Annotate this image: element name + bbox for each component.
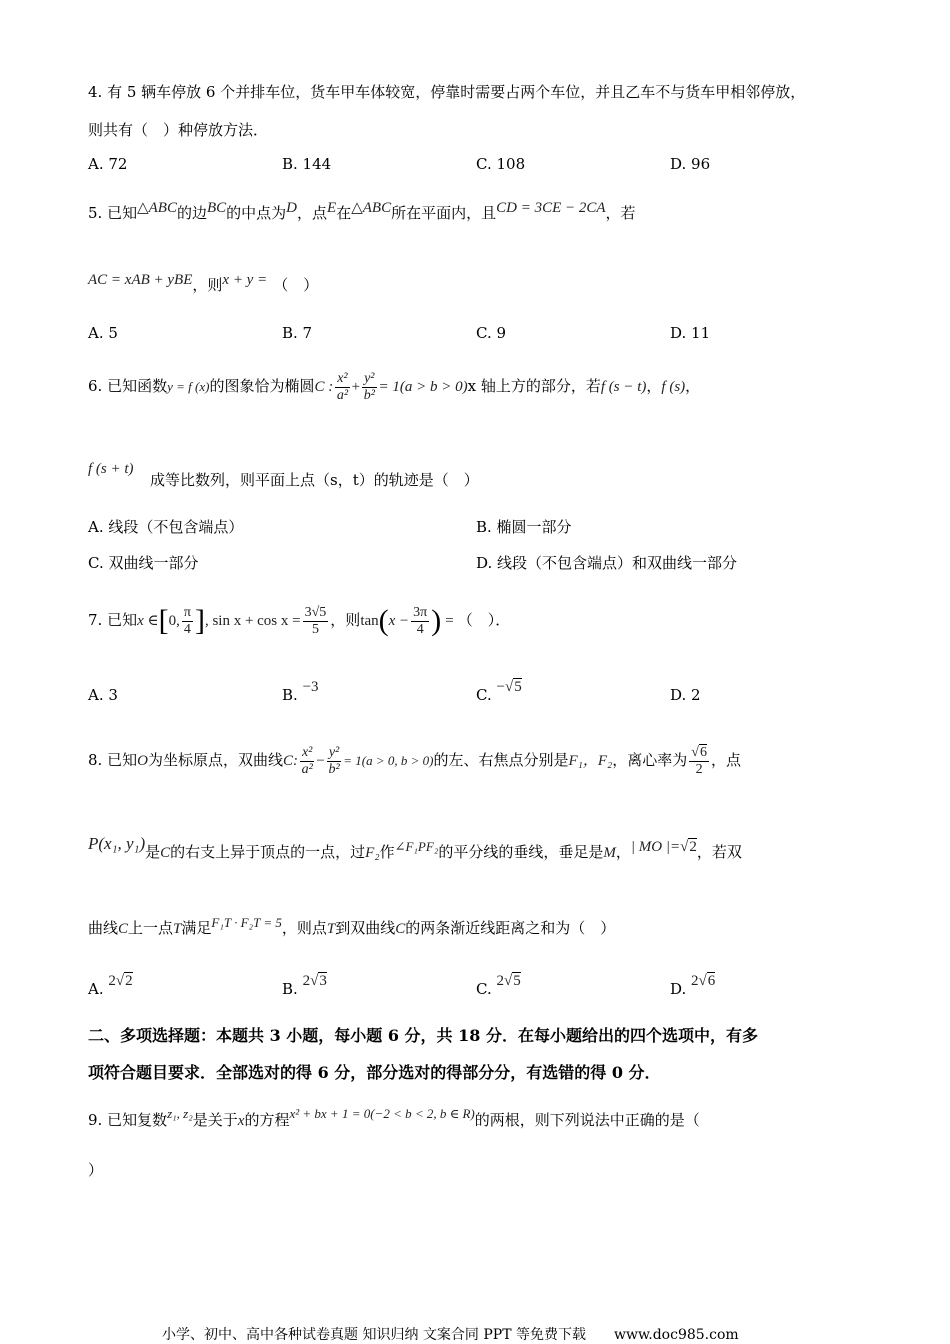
- q8-option-b: B. 2√3: [282, 973, 327, 998]
- q6-option-c: C. 双曲线一部分: [88, 554, 199, 572]
- q7-frac-3pi-4: $\frac{3\pi}{4}$: [413, 604, 428, 637]
- q8-foci: F₁，F₂: [568, 753, 613, 769]
- q5-side-bc: BC: [206, 200, 227, 216]
- q5-stem-line1: 5. 已知△ABC的边BC的中点为D，点E在△ABC所在平面内，且CD = 3CE − 2CA，若: [88, 200, 636, 222]
- q6-frac-y: $\frac{\text{y²}}{\text{b²}}$: [363, 370, 375, 403]
- section2-heading-line1: 二、多项选择题：本题共 3 小题，每小题 6 分，共 18 分．在每小题给出的四个选项中，有多: [88, 1026, 758, 1045]
- q8-mo-length: | MO |=: [630, 839, 681, 855]
- q5-triangle-abc-2: △ABC: [351, 200, 392, 216]
- q7-stem: 7. 已知x ∈[0, $\frac{\pi}{4}$ ], sin x + cos x = $\frac{3√5}{5}$ ，则tan(x − $\frac{3\pi}{4}$ ) = （ ）．: [88, 604, 511, 637]
- q5-vector-equation: CD = 3CE − 2CA: [496, 200, 606, 216]
- q6-stem-line2: 成等比数列，则平面上点（s，t）的轨迹是（ ）: [150, 471, 479, 489]
- q7-frac-3sqrt5-5: $\frac{3√5}{5}$: [304, 604, 327, 637]
- q4-stem-line1: 4. 有 5 辆车停放 6 个并排车位，货车甲车体较宽，停靠时需要占两个车位，并且乙车不与货车甲相邻停放，: [88, 83, 806, 101]
- q7-option-b: B. −3: [282, 679, 319, 704]
- q6-stem-line1: 6. 已知函数y = f (x)的图象恰为椭圆C : $\frac{\text{x²}}{\text{a²}}$ + $\frac{\text{y²}}{\text{b²}}$ = 1(a > b > 0)x 轴上方的部分，若f (s − t)，f (s)，: [88, 370, 701, 403]
- q6-option-b: B. 椭圆一部分: [476, 518, 572, 536]
- q8-option-d: D. 2√6: [670, 973, 716, 998]
- q8-dot-product: F₁T · F₂T = 5: [211, 915, 282, 930]
- q5-option-b: B. 7: [282, 324, 313, 342]
- q8-stem-line3: 曲线C上一点T满足F₁T · F₂T = 5，则点T到双曲线C的两条渐近线距离之和为（ ）: [88, 915, 616, 937]
- q8-frac-x: $\frac{\text{x²}}{\text{a²}}$: [301, 744, 313, 777]
- q8-hyperbola-condition: = 1(a > 0, b > 0): [343, 753, 434, 768]
- q9-roots: z₁, z₂: [167, 1106, 193, 1121]
- q5-point-d: D: [286, 200, 298, 216]
- q7-frac-pi-4: $\frac{\pi}{4}$: [183, 604, 191, 637]
- q4-option-c: C. 108: [476, 155, 526, 173]
- q4-option-a: A. 72: [88, 155, 128, 173]
- q9-stem-line2: ）: [88, 1161, 104, 1179]
- q7-option-a: A. 3: [88, 686, 118, 704]
- q7-sin-cos: , sin x + cos x =: [204, 613, 301, 629]
- q5-triangle-abc: △ABC: [137, 200, 177, 216]
- q5-sum-expression: x + y =: [222, 272, 268, 288]
- q5-stem-line2: AC = xAB + yBE，则x + y = （ ）: [88, 272, 319, 294]
- q8-stem-line2: P(x₁, y₁)是C的右支上异于顶点的一点，过F₂作∠F₁PF₂的平分线的垂线，垂足是M，| MO |=√2，若双: [88, 834, 742, 861]
- q4-option-b: B. 144: [282, 155, 332, 173]
- q8-frac-y: $\frac{\text{y²}}{\text{b²}}$: [328, 744, 340, 777]
- q4-option-d: D. 96: [670, 155, 711, 173]
- q8-stem-line1: 8. 已知O为坐标原点，双曲线C: $\frac{\text{x²}}{\text{a²}}$ − $\frac{\text{y²}}{\text{b²}}$ = 1(a > 0, b > 0)的左、右焦点分别是F₁，F₂，离心率为 $\frac{√6}{2}$ ，点: [88, 744, 741, 777]
- q5-option-d: D. 11: [670, 324, 711, 342]
- q8-angle: ∠F₁PF₂: [394, 839, 439, 854]
- q6-ellipse-label: C :: [314, 379, 334, 395]
- q6-ellipse-condition: = 1(a > b > 0): [378, 379, 468, 395]
- q5-point-e: E: [327, 200, 337, 216]
- q6-f-s-plus-t: f (s + t): [88, 461, 134, 477]
- q8-eccentricity: $\frac{√6}{2}$: [691, 744, 707, 777]
- q6-f-s-minus-t: f (s − t): [600, 379, 647, 395]
- q6-frac-x: $\frac{\text{x²}}{\text{a²}}$: [336, 370, 349, 403]
- q9-equation: x² + bx + 1 = 0(−2 < b < 2, b ∈ R): [289, 1106, 475, 1121]
- q6-function: y = f (x): [167, 379, 210, 394]
- q8-option-c: C. 2√5: [476, 973, 521, 998]
- q6-option-d: D. 线段（不包含端点）和双曲线一部分: [476, 554, 738, 572]
- q7-x-in: x ∈: [137, 613, 159, 629]
- q8-option-a: A. 2√2: [88, 973, 133, 998]
- section2-heading-line2: 项符合题目要求．全部选对的得 6 分，部分选对的得部分分，有选错的得 0 分．: [88, 1063, 661, 1082]
- page-footer: 小学、初中、高中各种试卷真题 知识归纳 文案合同 PPT 等免费下载 www.doc985.com: [162, 1327, 739, 1343]
- q6-option-a: A. 线段（不包含端点）: [88, 518, 244, 536]
- q6-f-s: f (s): [661, 379, 686, 395]
- q7-option-d: D. 2: [670, 686, 701, 704]
- q9-stem-line1: 9. 已知复数z₁, z₂是关于x的方程x² + bx + 1 = 0(−2 < b < 2, b ∈ R)的两根，则下列说法中正确的是（: [88, 1106, 700, 1129]
- q7-option-c: C. −√5: [476, 679, 522, 704]
- q5-option-a: A. 5: [88, 324, 118, 342]
- q5-option-c: C. 9: [476, 324, 507, 342]
- q4-stem-line2: 则共有（ ）种停放方法．: [88, 121, 269, 139]
- q8-point-p: P(x₁, y₁): [88, 834, 146, 853]
- q5-vector-decomposition: AC = xAB + yBE: [88, 272, 193, 288]
